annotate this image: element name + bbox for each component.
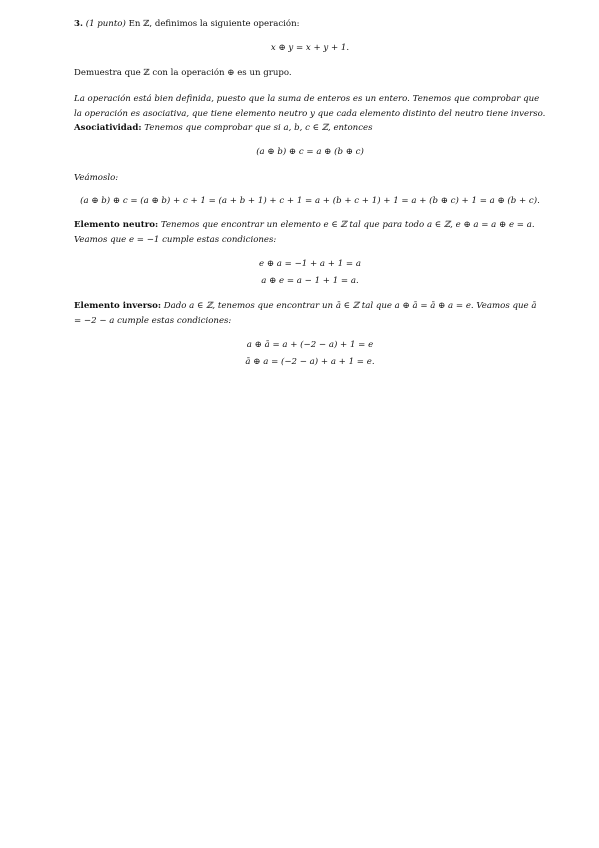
problem-statement (74, 17, 546, 32)
veamoslo-label: Veámoslo: (74, 173, 119, 183)
associativity-equation: (a ⊕ b) ⊕ c = a ⊕ (b ⊕ c) (256, 147, 364, 157)
associativity-paragraph (74, 121, 546, 136)
inverse-paragraph (74, 299, 546, 329)
neutral-paragraph (74, 218, 546, 248)
inverse-text: Dado a ∈ ℤ, tenemos que encontrar un ā ∈ ℤ tal que a ⊕ ā = ā ⊕ a = e. Veamos que ā = −2 − a cumple estas condiciones: (74, 301, 537, 326)
inverse-label: Elemento inverso: (74, 301, 162, 311)
problem-number: 3. (74, 19, 83, 29)
problem-intro: En ℤ, definimos la siguiente operación: (128, 19, 300, 29)
operation-definition: x ⊕ y = x + y + 1. (270, 43, 350, 53)
problem-task: Demuestra que ℤ con la operación ⊕ es un grupo. (74, 68, 292, 78)
neutral-label: Elemento neutro: (74, 220, 159, 230)
neutral-equation-1: e ⊕ a = −1 + a + 1 = a (259, 259, 361, 269)
inverse-equation-2: ā ⊕ a = (−2 − a) + a + 1 = e. (245, 357, 375, 367)
neutral-text: Tenemos que encontrar un elemento e ∈ ℤ tal que para todo a ∈ ℤ, e ⊕ a = a ⊕ e = a. Veamos que e = −1 cumple estas condiciones: (74, 220, 535, 245)
associativity-text: Tenemos que comprobar que si a, b, c ∈ ℤ, entonces (144, 123, 373, 133)
neutral-equation-2: a ⊕ e = a − 1 + 1 = a. (261, 276, 359, 286)
problem-points: (1 punto) (85, 19, 126, 29)
inverse-equation-1: a ⊕ ā = a + (−2 − a) + 1 = e (246, 340, 374, 350)
associativity-proof: (a ⊕ b) ⊕ c = (a ⊕ b) + c + 1 = (a + b + 1) + c + 1 = a + (b + c + 1) + 1 = a + (b ⊕ c) + 1 = a ⊕ (b + c). (80, 196, 540, 206)
associativity-label: Asociatividad: (74, 123, 142, 133)
well-defined-paragraph: La operación está bien definida, puesto que la suma de enteros es un entero. Tenemos que comprobar que la operación es asociativa, que tiene elemento neutro y que cada elemento distinto del neutro tiene inverso. (74, 94, 546, 119)
